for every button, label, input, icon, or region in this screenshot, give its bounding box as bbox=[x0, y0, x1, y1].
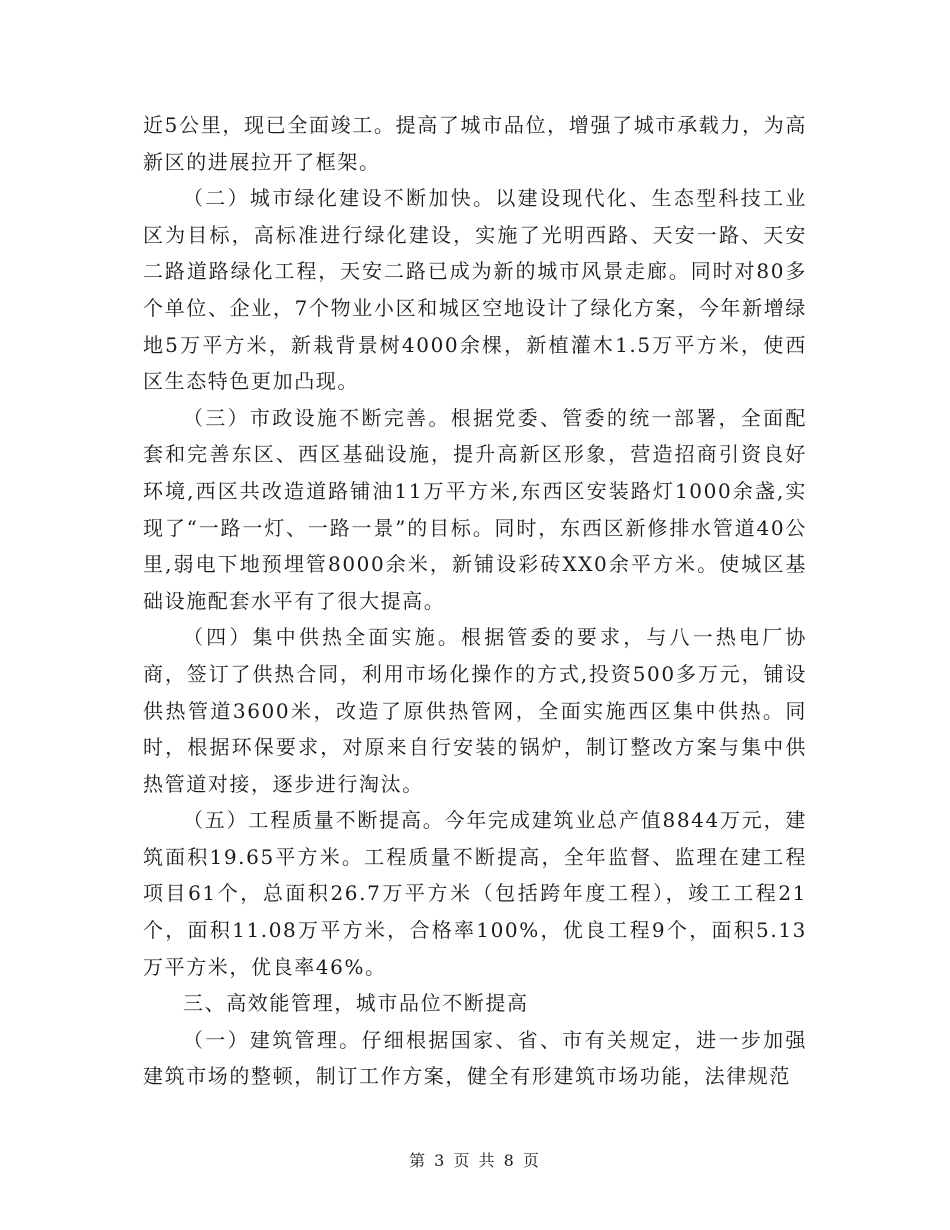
section-heading-management: 三、高效能管理，城市品位不断提高 bbox=[183, 991, 529, 1016]
paragraph-urban-greening: （二）城市绿化建设不断加快。以建设现代化、生态型科技工业区为目标，高标准进行绿化建设，实施了光明西路、天安一路、天安二路道路绿化工程，天安二路已成为新的城市风景走廊。同时对80多个单位、企业，7个物业小区和城区空地设计了绿化方案，今年新增绿地5万平方米，新栽背景树4000余棵，新植灌木1.5万平方米，使西区生态特色更加凸现。 bbox=[143, 186, 807, 394]
paragraph-continuation: 近5公里，现已全面竣工。提高了城市品位，增强了城市承载力，为高新区的进展拉开了框架。 bbox=[143, 113, 807, 174]
paragraph-construction-management: （一）建筑管理。仔细根据国家、省、市有关规定，进一步加强建筑市场的整顿，制订工作方案，健全有形建筑市场功能，法律规范 bbox=[143, 1027, 807, 1089]
document-body bbox=[143, 107, 807, 1095]
paragraph-central-heating: （四）集中供热全面实施。根据管委的要求，与八一热电厂协商，签订了供热合同，利用市场化操作的方式,投资500多万元，铺设供热管道3600米，改造了原供热管网，全面实施西区集中供热。同时，根据环保要求，对原来自行安装的锅炉，制订整改方案与集中供热管道对接，逐步进行淘汰。 bbox=[143, 625, 807, 796]
paragraph-engineering-quality: （五）工程质量不断提高。今年完成建筑业总产值8844万元，建筑面积19.65平方米。工程质量不断提高，全年监督、监理在建工程项目61个，总面积26.7万平方米（包括跨年度工程），竣工工程21个，面积11.08万平方米，合格率100%，优良工程9个，面积5.13万平方米，优良率46%。 bbox=[143, 808, 807, 979]
page-number-footer: 第 3 页 共 8 页 bbox=[409, 1151, 541, 1170]
paragraph-municipal-facilities: （三）市政设施不断完善。根据党委、管委的统一部署，全面配套和完善东区、西区基础设施，提升高新区形象，营造招商引资良好环境,西区共改造道路铺油11万平方米,东西区安装路灯1000余盏,实现了“一路一灯、一路一景”的目标。同时，东西区新修排水管道40公里,弱电下地预埋管8000余米，新铺设彩砖XX0余平方米。使城区基础设施配套水平有了很大提高。 bbox=[143, 405, 807, 613]
